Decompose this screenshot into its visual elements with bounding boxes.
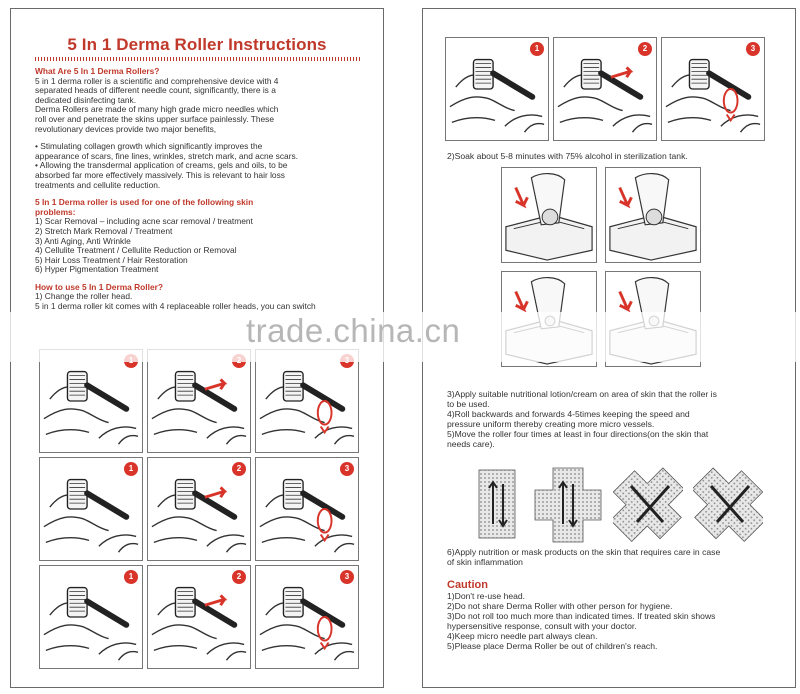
benefit-line: absorbed far more effectively massively. This is relevant to hair loss [35,169,285,180]
sterilization-tank-panel [605,167,701,263]
problem-item: 1) Scar Removal – including acne scar removal / treatment [35,216,253,227]
step-panel [147,457,251,561]
how-heading: How to use 5 In 1 Derma Roller? [35,281,163,292]
what-line: separated heads of different needle count, significantly, there is a [35,85,276,96]
problem-item: 2) Stretch Mark Removal / Treatment [35,225,173,236]
step-panel [661,37,765,141]
top-steps-grid [445,37,765,141]
skin-grid-icon [463,464,533,544]
step3-line: to be used. [447,399,490,409]
step-number-badge: 2 [232,462,246,476]
caution-item: 3)Do not roll too much more than indicated times. If treated skin shows [447,611,716,621]
step3-line: 5)Move the roller four times at least in four directions(on the skin that [447,429,709,439]
caution-item: 4)Keep micro needle part always clean. [447,631,598,641]
problem-item: 5) Hair Loss Treatment / Hair Restoration [35,254,188,265]
what-line: Derma Rollers are made of many high grade micro needles which [35,104,279,115]
step3-text-block [447,389,777,449]
step-number-badge: 3 [340,570,354,584]
what-line: 5 in 1 derma roller is a scientific and comprehensive device with 4 [35,75,279,86]
step-panel [39,349,143,453]
step-panel [255,565,359,669]
step-panel [147,349,251,453]
page-title: 5 In 1 Derma Roller Instructions [67,35,327,54]
caution-item: hypersensitive response, consult with your doctor. [447,621,637,631]
step-number-badge: 3 [746,42,760,56]
caution-item: 5)Please place Derma Roller be out of children's reach. [447,641,658,651]
sterilization-tank-panel [501,167,597,263]
caution-item: 2)Do not share Derma Roller with other person for hygiene. [447,601,673,611]
step-panel [255,457,359,561]
skin-grid-icon [613,464,683,544]
watermark-text: trade.china.cn [246,312,461,349]
benefit-line: treatments and cellulite reduction. [35,179,161,190]
step-panel [39,457,143,561]
step-panel [147,565,251,669]
skin-grid-icon [533,464,603,544]
step-number-badge: 3 [340,462,354,476]
step3-line: pressure uniform thereby creating more micro vessels. [447,419,655,429]
step-panel [445,37,549,141]
step-panel [255,349,359,453]
step3-line: 3)Apply suitable nutritional lotion/cream on area of skin that the roller is [447,389,717,399]
step3-line: 4)Roll backwards and forwards 4-5times keeping the speed and [447,409,690,419]
how-line: 5 in 1 derma roller kit comes with 4 replaceable roller heads, you can switch [35,301,316,312]
step-number-badge: 1 [124,462,138,476]
step-number-badge: 1 [124,570,138,584]
problem-item: 3) Anti Aging, Anti Wrinkle [35,235,131,246]
step6-line: 6)Apply nutrition or mask products on the skin that requires care in case [447,547,721,557]
step-number-badge: 1 [530,42,544,56]
used-heading: problems: [35,206,76,217]
step6-text-block [447,547,777,567]
step-number-badge: 2 [232,570,246,584]
problem-item: 4) Cellulite Treatment / Cellulite Reduction or Removal [35,245,237,256]
what-heading: What Are 5 In 1 Derma Rollers? [35,66,160,76]
what-line: dedicated disinfecting tank. [35,94,137,105]
sterilization-tank-icon [502,168,596,262]
step-panel [553,37,657,141]
benefit-line: • Stimulating collagen growth which significantly improves the [35,141,263,152]
benefit-line: appearance of scars, fine lines, wrinkles, stretch mark, and acne scars. [35,150,298,161]
skin-grid-icon [693,464,763,544]
step6-line: of skin inflammation [447,557,523,567]
step-number-badge: 2 [638,42,652,56]
caution-item: 1)Don't re-use head. [447,591,526,601]
roll-direction-patterns [463,464,763,554]
what-line: roll over and penetrate the skins upper surface painlessly. These [35,113,274,124]
step2-text: 2)Soak about 5-8 minutes with 75% alcohol in sterilization tank. [447,151,688,161]
what-line: revolutionary devices provide two major benefits, [35,123,217,134]
caution-title: Caution [447,579,488,591]
intro-section [35,67,365,312]
benefit-line: • Allowing the transdermal application of creams, gels and oils, to be [35,160,288,171]
caution-section [447,579,777,651]
problem-item: 6) Hyper Pigmentation Treatment [35,264,159,275]
roller-change-steps-grid [39,349,359,669]
step-panel [39,565,143,669]
how-line: 1) Change the roller head. [35,291,133,302]
step3-line: needs care). [447,439,495,449]
used-heading: 5 In 1 Derma roller is used for one of the following skin [35,197,254,208]
title-underline [35,57,361,61]
sterilization-tank-icon [606,168,700,262]
